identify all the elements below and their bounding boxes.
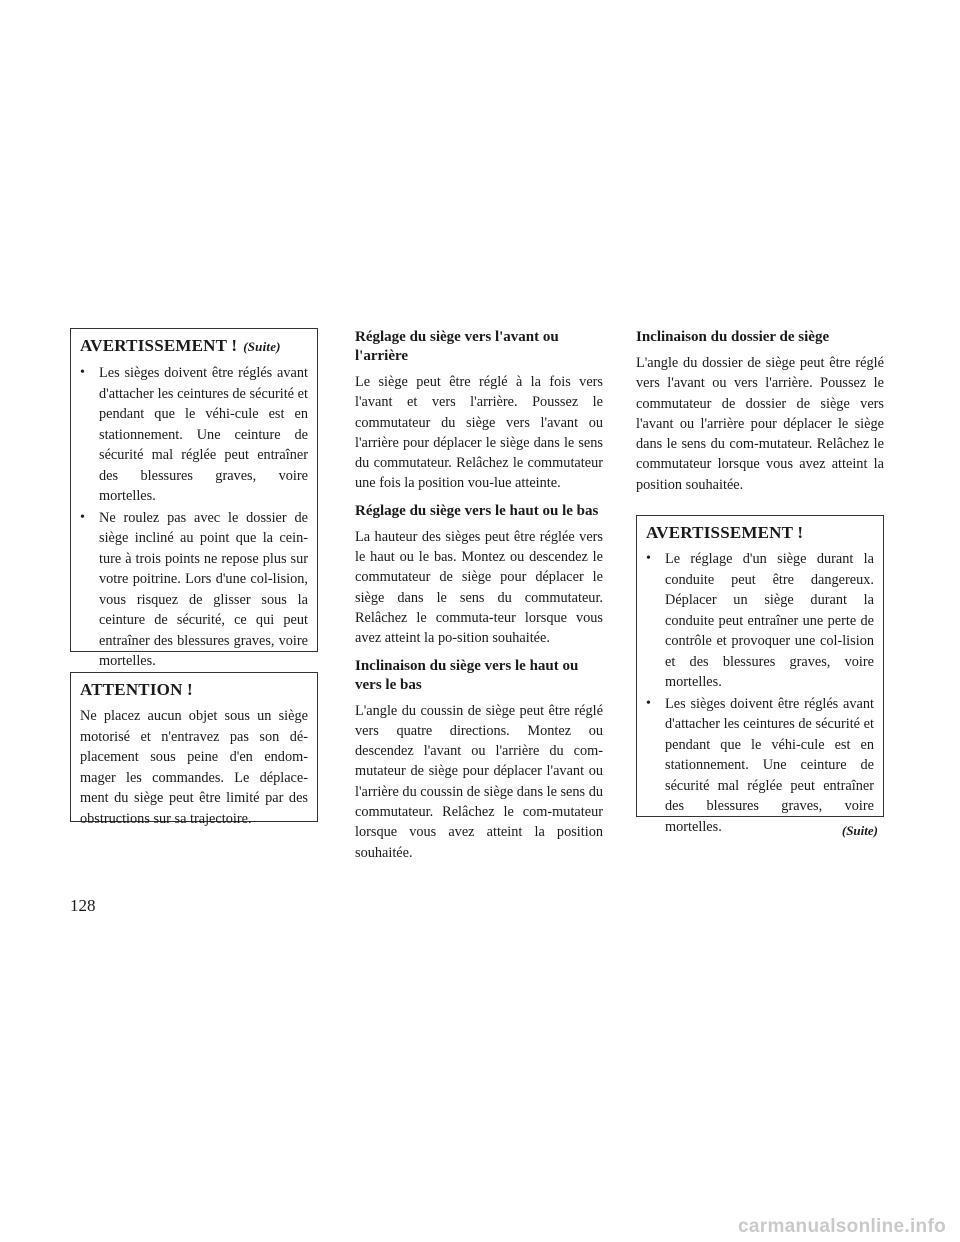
section-text: La hauteur des sièges peut être réglée vers le haut ou le bas. Montez ou descendez le commutateur de siège pour déplacer le siège dans le sens du commutateur. Relâchez le commuta-teur lorsque vous avez atteint la po-sition souhaitée. xyxy=(355,528,603,647)
section-text: L'angle du coussin de siège peut être réglé vers quatre directions. Montez ou descendez l'avant ou l'arrière du com-mutateur de siège pour déplacer l'avant ou l'arrière du coussin de siège dans le sens du commutateur. Relâchez le com-mutateur lorsque vous avez atteint la position souhaitée. xyxy=(355,702,603,861)
section-text: Le siège peut être réglé à la fois vers l'avant et vers l'arrière. Poussez le commutateur du siège vers l'avant ou l'arrière pour déplacer le siège dans le sens du commutateur. Relâchez le commutateur une fois la position vou-lue atteinte. xyxy=(355,374,603,492)
warning-item: • Le réglage d'un siège durant la conduite peut être dangereux. Déplacer un siège durant la conduite peut entraîner une perte de contrôle et provoquer une col-lision et des blessures graves, voire mortelles. xyxy=(646,549,874,693)
section-heading: Inclinaison du dossier de siège xyxy=(636,329,830,345)
column-left xyxy=(70,328,318,827)
section-tilt xyxy=(355,657,603,863)
warning-title-text: AVERTISSEMENT ! xyxy=(80,336,238,355)
warning-list xyxy=(80,363,308,672)
section-up-down xyxy=(355,502,603,649)
continued-label: (Suite) xyxy=(841,823,878,839)
warning-item: • Ne roulez pas avec le dossier de siège incliné au point que la cein-ture à trois points ne repose plus sur votre poitrine. Lors d'une col-lision, vous risquez de glisser sous la ceinture de sécurité, ce qui peut entraîner des blessures graves, voire mortelles. xyxy=(80,508,308,672)
column-middle xyxy=(355,328,603,871)
warning-item: • Les sièges doivent être réglés avant d'attacher les ceintures de sécurité et pendant que le véhi-cule est en stationnement. Une ceinture de sécurité mal réglée peut entraîner des blessures graves, voire mortelles. xyxy=(646,694,874,838)
section-recline xyxy=(636,328,884,495)
site-watermark: carmanualsonline.info xyxy=(738,1216,946,1237)
section-forward-backward xyxy=(355,328,603,494)
attention-box xyxy=(70,672,318,827)
warning-box-continued xyxy=(70,328,318,669)
section-text: L'angle du dossier de siège peut être réglé vers l'avant ou vers l'arrière. Poussez le commutateur de dossier de siège vers l'avant ou l'arrière pour déplacer le siège dans le sens du com-mutateur. Relâchez le commutateur lorsque vous avez atteint la position souhaitée. xyxy=(636,355,884,493)
column-right xyxy=(636,328,884,839)
section-heading: Réglage du siège vers l'avant ou l'arrière xyxy=(355,329,559,364)
warning-title: AVERTISSEMENT ! xyxy=(646,523,804,543)
warning-title xyxy=(80,336,308,357)
warning-item: • Les sièges doivent être réglés avant d'attacher les ceintures de sécurité et pendant que le véhi-cule est en stationnement. Une ceinture de sécurité mal réglée peut entraîner des blessures graves, voire mortelles. xyxy=(80,363,308,507)
warning-list xyxy=(646,549,874,837)
attention-text: Ne placez aucun objet sous un siège motorisé et n'entravez pas son dé-placement sous peine d'en endom-mager les commandes. Le déplace-ment du siège peut être limité par des obstructions sur sa trajectoire. xyxy=(80,708,308,827)
attention-title: ATTENTION ! xyxy=(80,680,193,699)
continued-label: (Suite) xyxy=(243,339,281,354)
page-number: 128 xyxy=(70,896,96,915)
section-heading: Inclinaison du siège vers le haut ou vers le bas xyxy=(355,657,579,693)
section-heading: Réglage du siège vers le haut ou le bas xyxy=(355,502,599,519)
